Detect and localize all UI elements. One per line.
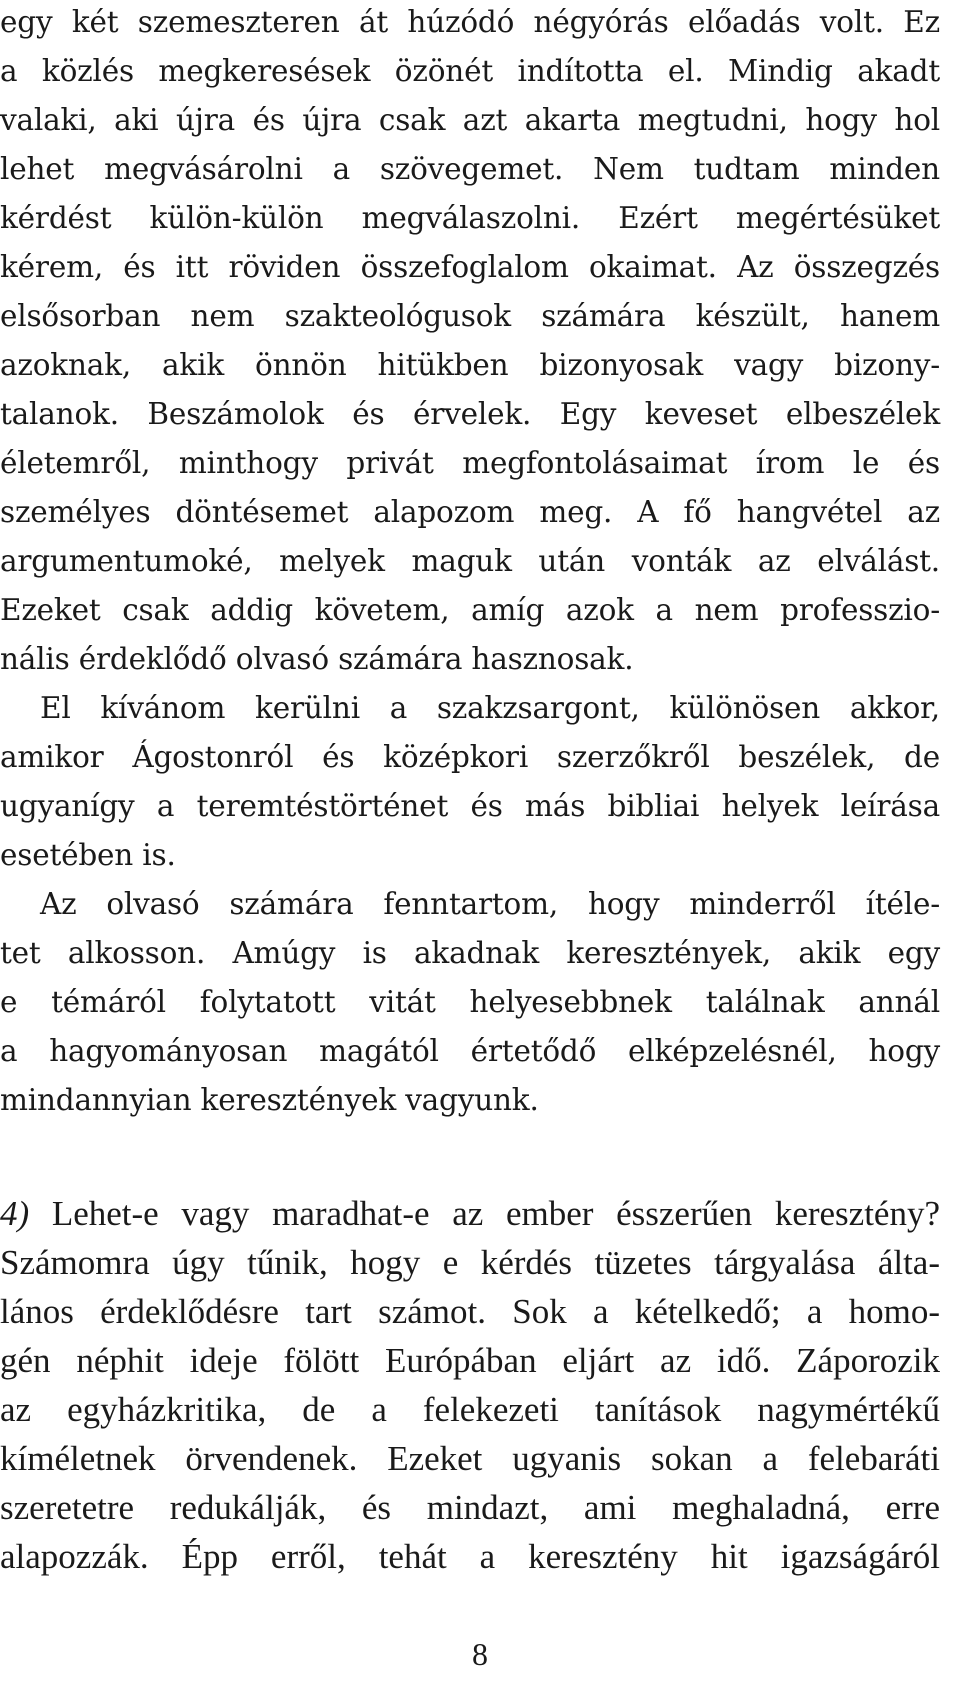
text-line: amikor Ágostonról és középkori szerzőkről beszélek, de — [0, 740, 940, 774]
text-line: lános érdeklődésre tart számot. Sok a kételkedő; a homo- — [0, 1292, 940, 1331]
text-line: tet alkosson. Amúgy is akadnak keresztények, akik egy — [0, 936, 940, 970]
section-heading — [0, 1188, 940, 1240]
text-line: valaki, aki újra és újra csak azt akarta megtudni, hogy hol — [0, 103, 940, 137]
text-line: talanok. Beszámolok és érvelek. Egy keveset elbeszélek — [0, 397, 940, 431]
paragraph-first-line: El kívánom kerülni a szakzsargont, különösen akkor, — [40, 691, 940, 725]
text-line: életemről, minthogy privát megfontolásaimat írom le és — [0, 446, 940, 480]
text-line: ugyanígy a teremtéstörténet és más bibliai helyek leírása — [0, 789, 940, 823]
text-line: egy két szemeszteren át húzódó négyórás előadás volt. Ez — [0, 5, 940, 39]
text-line: kérem, és itt röviden összefoglalom okaimat. Az összegzés — [0, 250, 940, 284]
text-line: a hagyományosan magától értetődő elképzelésnél, hogy — [0, 1034, 940, 1068]
page-number: 8 — [472, 1636, 488, 1672]
text-line: kíméletnek örvendenek. Ezeket ugyanis sokan a felebaráti — [0, 1439, 940, 1478]
text-line: a közlés megkeresések özönét indította el. Mindig akadt — [0, 54, 940, 88]
text-line: mindannyian keresztények vagyunk. — [0, 1083, 539, 1117]
section-heading-text: Lehet-e vagy maradhat-e az ember ésszerűen keresztény? — [29, 1194, 940, 1233]
text-line: szeretetre redukálják, és mindazt, ami meghaladná, erre — [0, 1488, 940, 1527]
text-line: lehet megvásárolni a szövegemet. Nem tudtam minden — [0, 152, 940, 186]
text-line: kérdést külön-külön megválaszolni. Ezért megértésüket — [0, 201, 940, 235]
text-line: argumentumoké, melyek maguk után vonták az elválást. — [0, 544, 940, 578]
paragraph-first-line: Az olvasó számára fenntartom, hogy minderről ítéle- — [40, 887, 940, 921]
text-line: Számomra úgy tűnik, hogy e kérdés tüzetes tárgyalása álta- — [0, 1243, 940, 1282]
text-line: alapozzák. Épp erről, tehát a keresztény hit igazságáról — [0, 1537, 940, 1576]
text-line: nális érdeklődő olvasó számára hasznosak. — [0, 642, 634, 676]
text-line: elsősorban nem szakteológusok számára készült, hanem — [0, 299, 940, 333]
text-line: azoknak, akik önnön hitükben bizonyosak vagy bizony- — [0, 348, 940, 382]
text-line: e témáról folytatott vitát helyesebbnek találnak annál — [0, 985, 940, 1019]
text-line: gén néphit ideje fölött Európában eljárt az idő. Záporozik — [0, 1341, 940, 1380]
section-number: 4) — [0, 1194, 30, 1233]
text-line: Ezeket csak addig követem, amíg azok a nem professzio- — [0, 593, 940, 627]
text-line: személyes döntésemet alapozom meg. A fő hangvétel az — [0, 495, 940, 529]
text-line: az egyházkritika, de a felekezeti tanítások nagymértékű — [0, 1390, 940, 1429]
text-line: esetében is. — [0, 838, 176, 872]
